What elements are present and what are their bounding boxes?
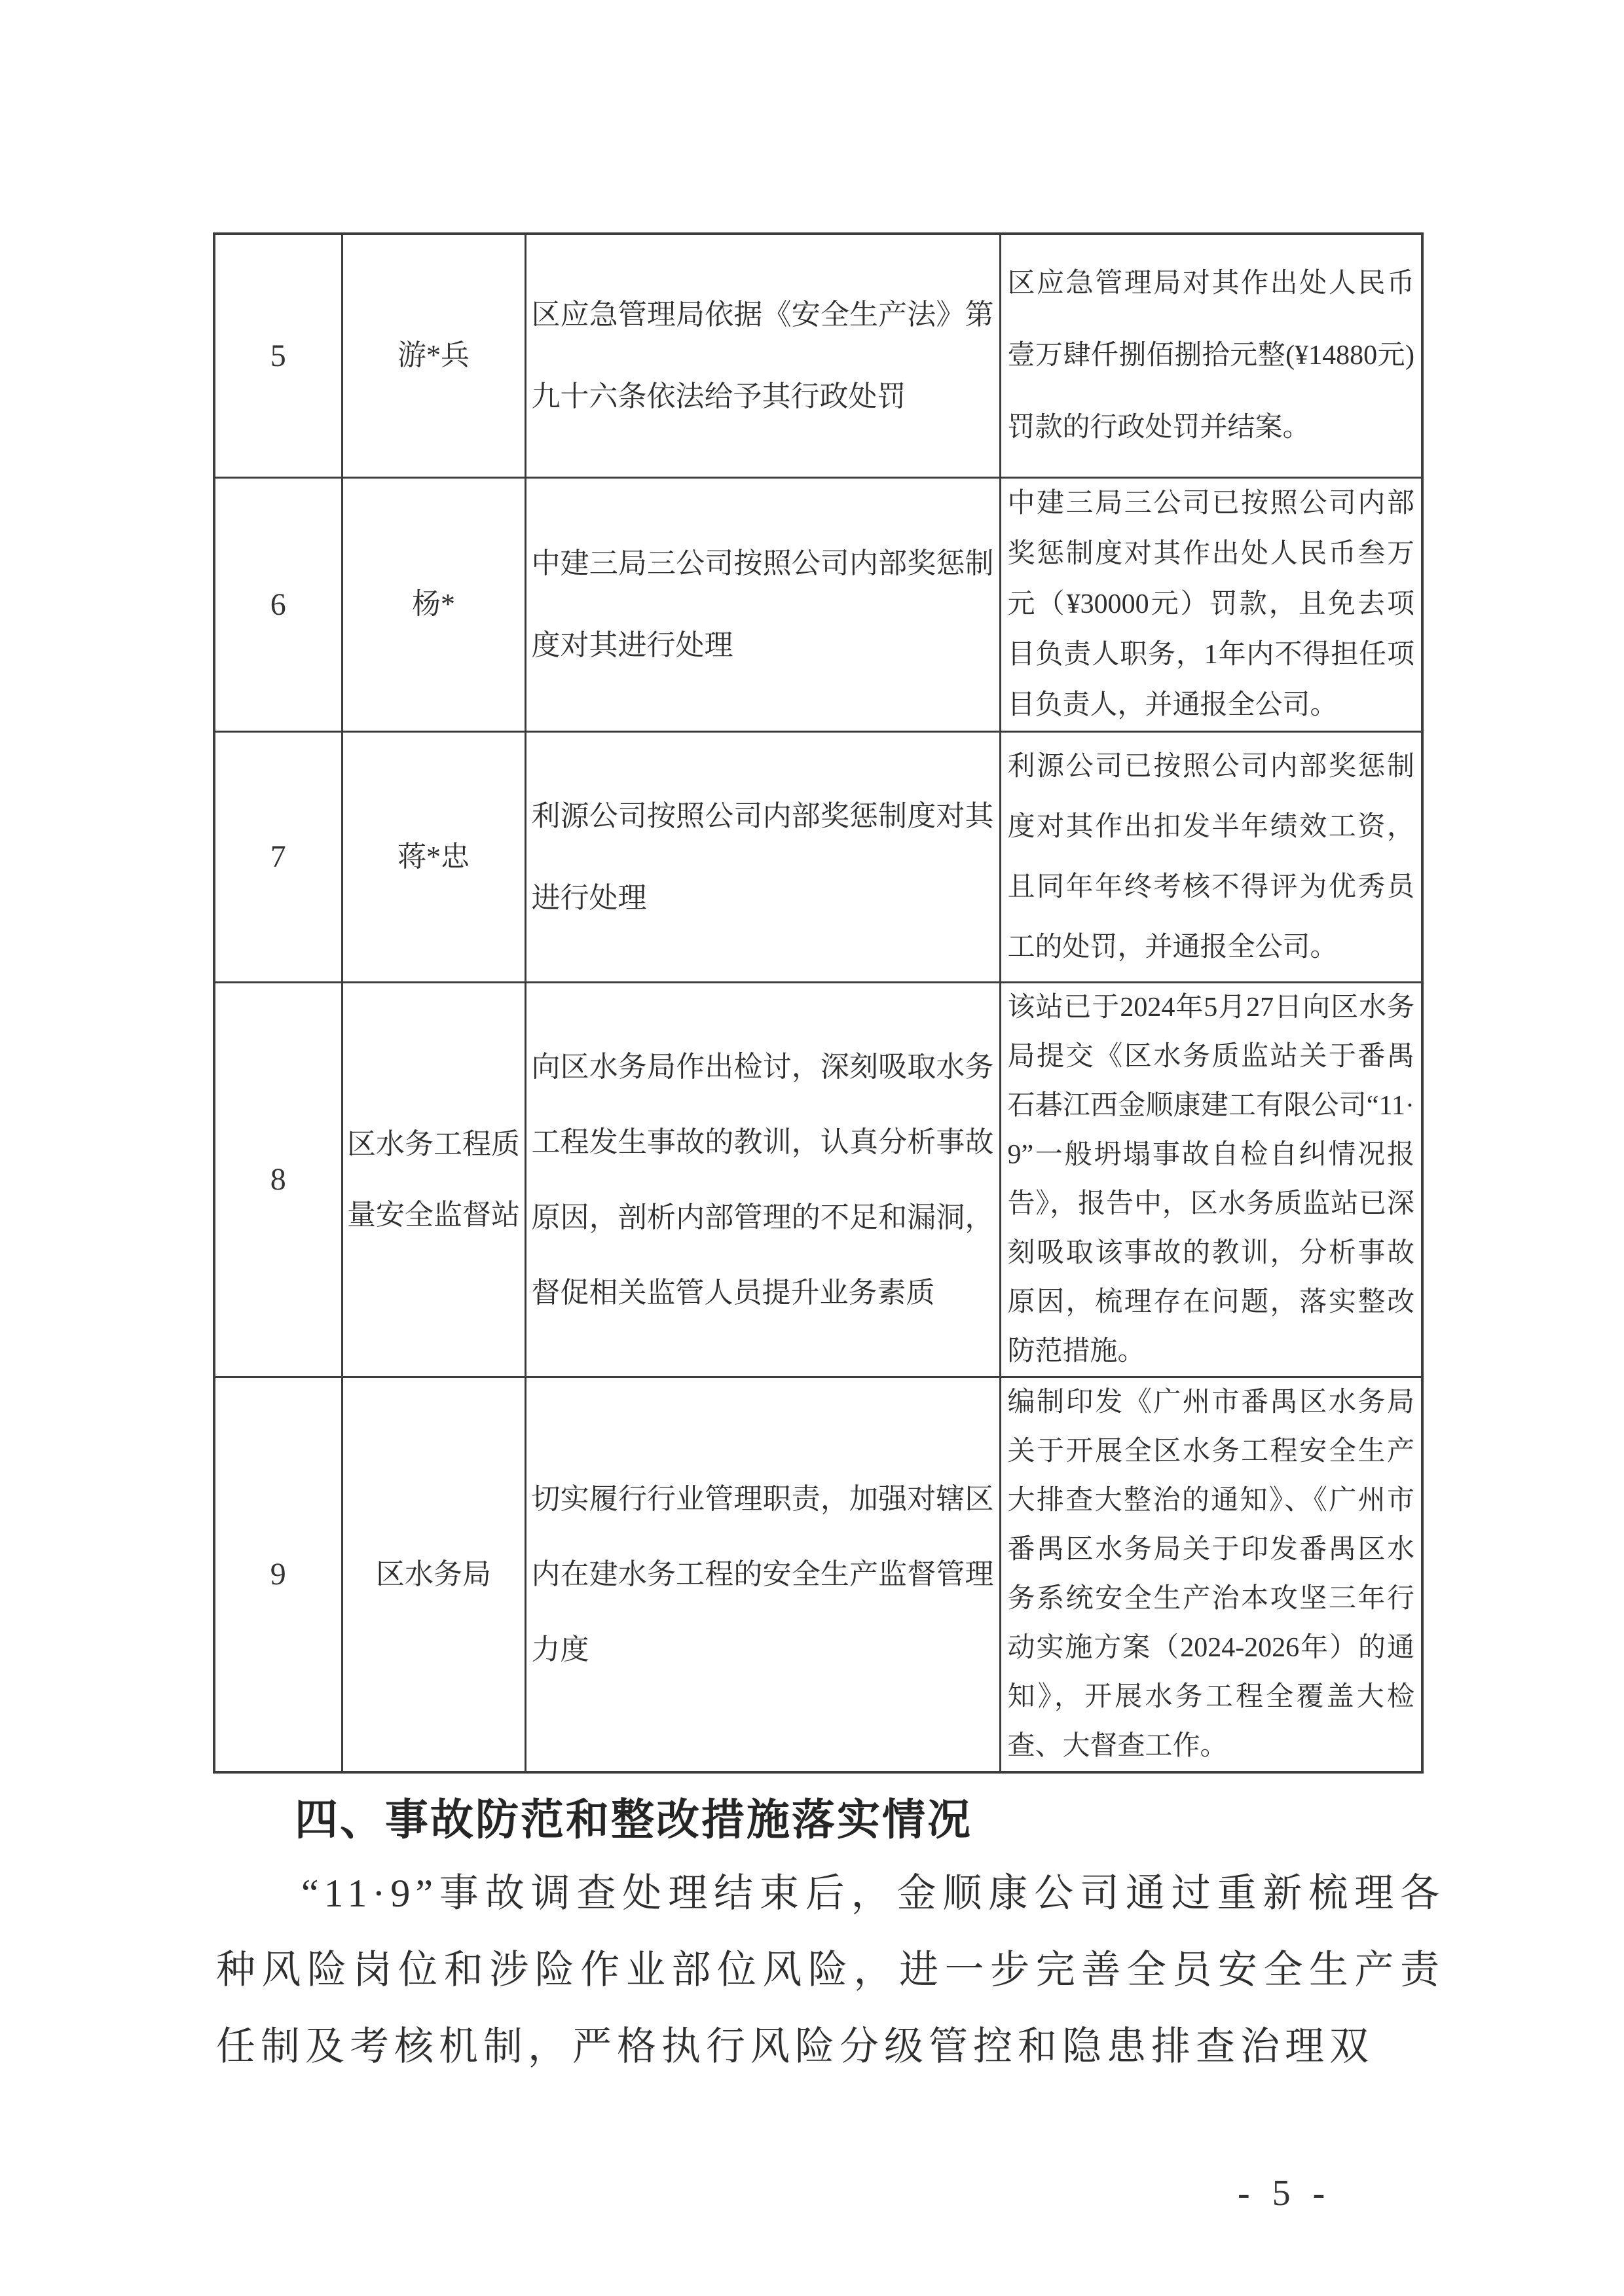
person-name-cell: 蒋*忠 [342, 731, 525, 982]
measure-cell: 切实履行行业管理职责，加强对辖区内在建水务工程的安全生产监督管理力度 [525, 1377, 1000, 1772]
table-row [214, 731, 1422, 982]
result-cell: 区应急管理局对其作出处人民币壹万肆仟捌佰捌拾元整(¥14880元)罚款的行政处罚并结案。 [1000, 234, 1422, 477]
row-number-cell: 8 [214, 982, 342, 1377]
row-number-cell: 5 [214, 234, 342, 477]
result-cell: 编制印发《广州市番禺区水务局关于开展全区水务工程安全生产大排查大整治的通知》、《广州市番禺区水务局关于印发番禺区水务系统安全生产治本攻坚三年行动实施方案（2024-2026年）的通知》，开展水务工程全覆盖大检查、大督查工作。 [1000, 1377, 1422, 1772]
measure-cell: 区应急管理局依据《安全生产法》第九十六条依法给予其行政处罚 [525, 234, 1000, 477]
table-row [214, 234, 1422, 477]
body-paragraph: “11·9”事故调查处理结束后，金顺康公司通过重新梳理各种风险岗位和涉险作业部位风险，进一步完善全员安全生产责任制及考核机制，严格执行风险分级管控和隐患排查治理双 [216, 1872, 1445, 2068]
row-number-cell: 7 [214, 731, 342, 982]
penalty-table [213, 232, 1424, 1774]
table-row [214, 477, 1422, 731]
row-number-cell: 9 [214, 1377, 342, 1772]
page-number: - 5 - [1238, 2173, 1332, 2214]
result-cell: 该站已于2024年5月27日向区水务局提交《区水务质监站关于番禺石碁江西金顺康建工有限公司“11·9”一般坍塌事故自检自纠情况报告》，报告中，区水务质监站已深刻吸取该事故的教训，分析事故原因，梳理存在问题，落实整改防范措施。 [1000, 982, 1422, 1377]
org-name-cell: 区水务工程质量安全监督站 [342, 982, 525, 1377]
table-row [214, 1377, 1422, 1772]
table-row [214, 982, 1422, 1377]
result-cell: 中建三局三公司已按照公司内部奖惩制度对其作出处人民币叁万元（¥30000元）罚款，且免去项目负责人职务，1年内不得担任项目负责人，并通报全公司。 [1000, 477, 1422, 731]
measure-cell: 利源公司按照公司内部奖惩制度对其进行处理 [525, 731, 1000, 982]
person-name-cell: 游*兵 [342, 234, 525, 477]
row-number-cell: 6 [214, 477, 342, 731]
measure-cell: 中建三局三公司按照公司内部奖惩制度对其进行处理 [525, 477, 1000, 731]
measure-cell: 向区水务局作出检讨，深刻吸取水务工程发生事故的教训，认真分析事故原因，剖析内部管理的不足和漏洞，督促相关监管人员提升业务素质 [525, 982, 1000, 1377]
org-name-cell: 区水务局 [342, 1377, 525, 1772]
result-cell: 利源公司已按照公司内部奖惩制度对其作出扣发半年绩效工资，且同年年终考核不得评为优秀员工的处罚，并通报全公司。 [1000, 731, 1422, 982]
section-heading: 四、事故防范和整改措施落实情况 [295, 1795, 972, 1844]
person-name-cell: 杨* [342, 477, 525, 731]
